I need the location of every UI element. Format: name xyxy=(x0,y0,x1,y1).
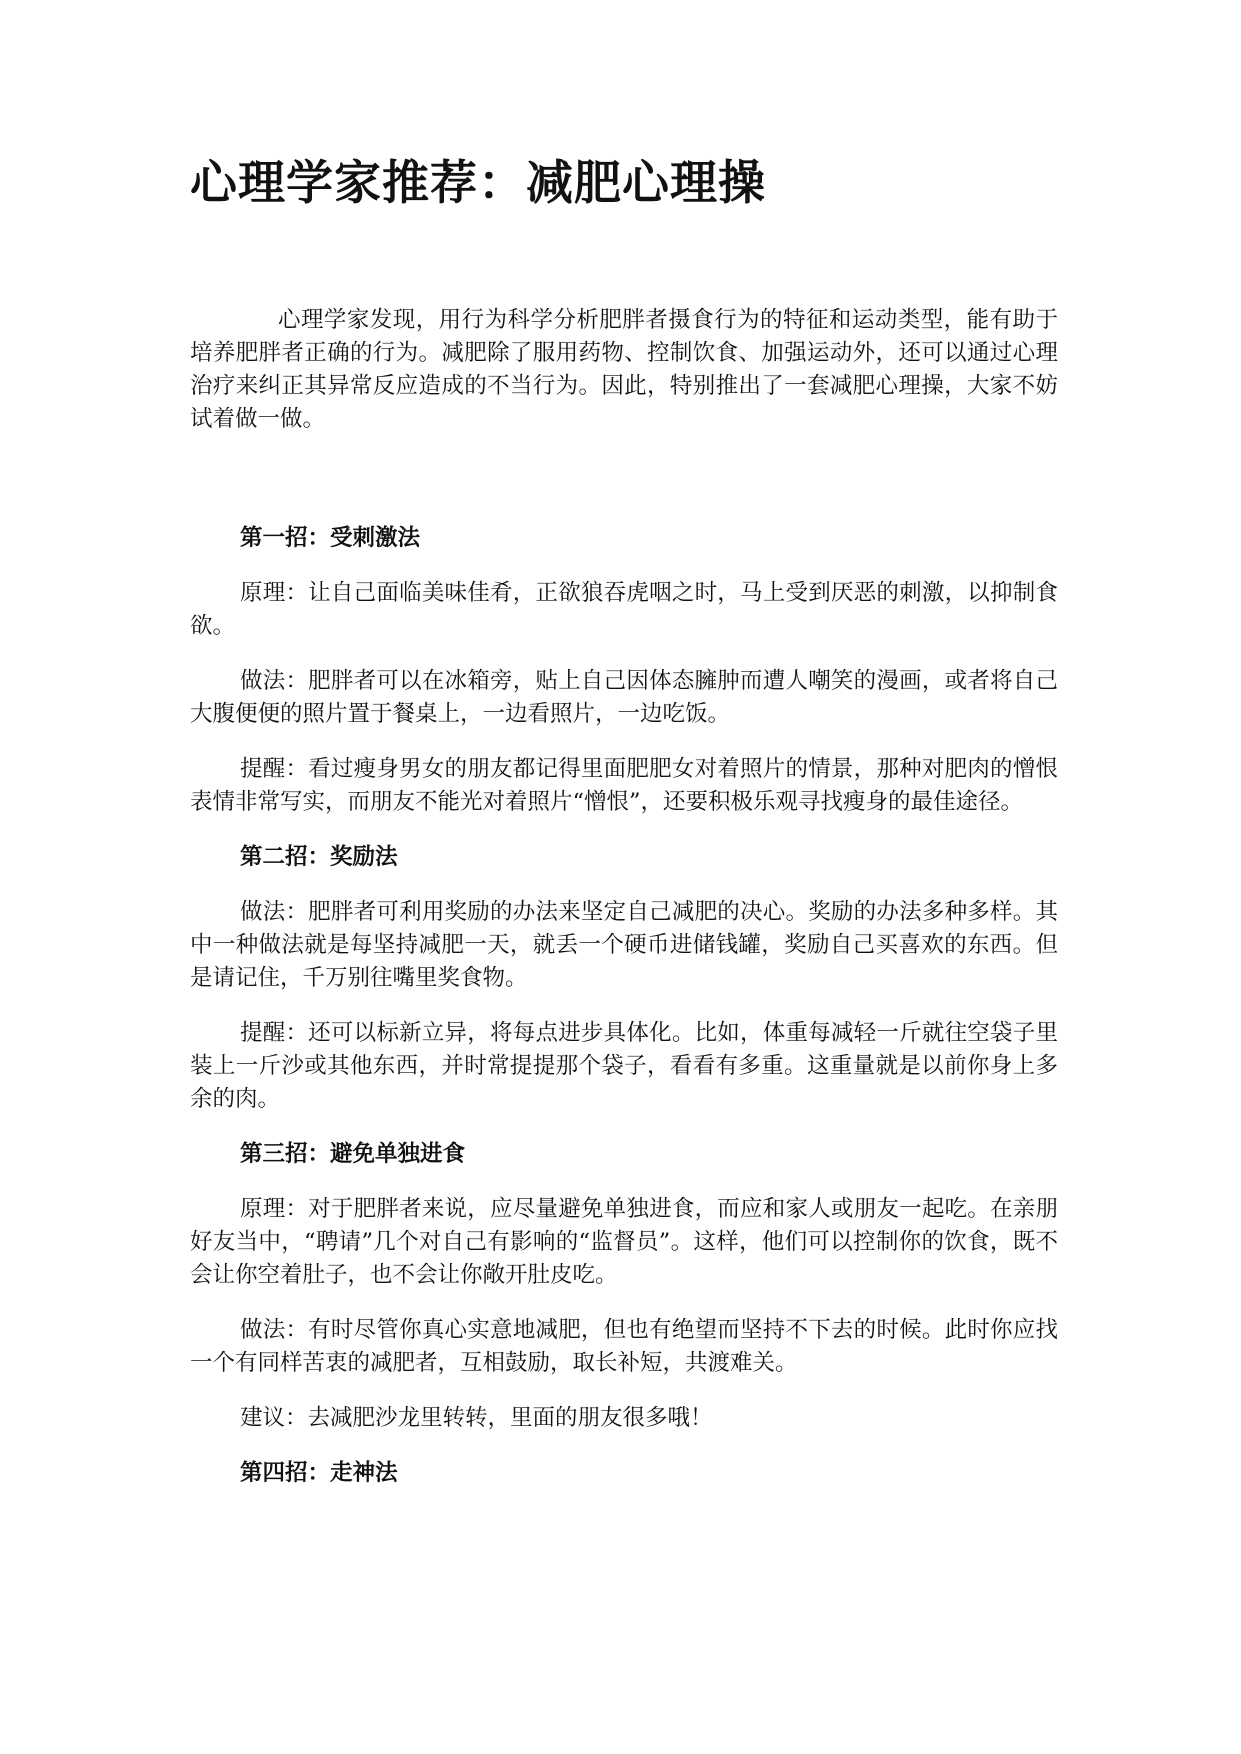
section-heading: 第一招：受刺激法 xyxy=(240,525,421,551)
section-heading: 第四招：走神法 xyxy=(240,1460,398,1486)
paragraph: 原理：对于肥胖者来说，应尽量避免单独进食，而应和家人或朋友一起吃。在亲朋好友当中，“聘请”几个对自己有影响的“监督员”。这样，他们可以控制你的饮食，既不会让你空着肚子，也不会让你敞开肚皮吃。 xyxy=(190,1196,1058,1288)
section-heading: 第二招：奖励法 xyxy=(240,844,398,870)
paragraph: 提醒：还可以标新立异，将每点进步具体化。比如，体重每减轻一斤就往空袋子里装上一斤沙或其他东西，并时常提提那个袋子，看看有多重。这重量就是以前你身上多余的肉。 xyxy=(190,1020,1058,1112)
document-title: 心理学家推荐：减肥心理操 xyxy=(190,156,766,211)
document-body xyxy=(190,522,1058,1512)
paragraph: 提醒：看过瘦身男女的朋友都记得里面肥肥女对着照片的情景，那种对肥肉的憎恨表情非常写实，而朋友不能光对着照片“憎恨”，还要积极乐观寻找瘦身的最佳途径。 xyxy=(190,756,1058,815)
paragraph: 原理：让自己面临美味佳肴，正欲狼吞虎咽之时，马上受到厌恶的刺激，以抑制食欲。 xyxy=(190,580,1058,639)
paragraph: 做法：肥胖者可利用奖励的办法来坚定自己减肥的决心。奖励的办法多种多样。其中一种做法就是每坚持减肥一天，就丢一个硬币进储钱罐，奖励自己买喜欢的东西。但是请记住，千万别往嘴里奖食物。 xyxy=(190,899,1058,991)
paragraph: 做法：肥胖者可以在冰箱旁，贴上自己因体态臃肿而遭人嘲笑的漫画，或者将自己大腹便便的照片置于餐桌上，一边看照片，一边吃饭。 xyxy=(190,668,1058,727)
intro-paragraph: 心理学家发现，用行为科学分析肥胖者摄食行为的特征和运动类型，能有助于培养肥胖者正确的行为。减肥除了服用药物、控制饮食、加强运动外，还可以通过心理治疗来纠正其异常反应造成的不当行为。因此，特别推出了一套减肥心理操，大家不妨试着做一做。 xyxy=(190,307,1058,432)
paragraph: 做法：有时尽管你真心实意地减肥，但也有绝望而坚持不下去的时候。此时你应找一个有同样苦衷的减肥者，互相鼓励，取长补短，共渡难关。 xyxy=(190,1317,1058,1376)
section-heading: 第三招：避免单独进食 xyxy=(240,1141,466,1167)
paragraph: 建议：去减肥沙龙里转转，里面的朋友很多哦！ xyxy=(240,1405,713,1431)
